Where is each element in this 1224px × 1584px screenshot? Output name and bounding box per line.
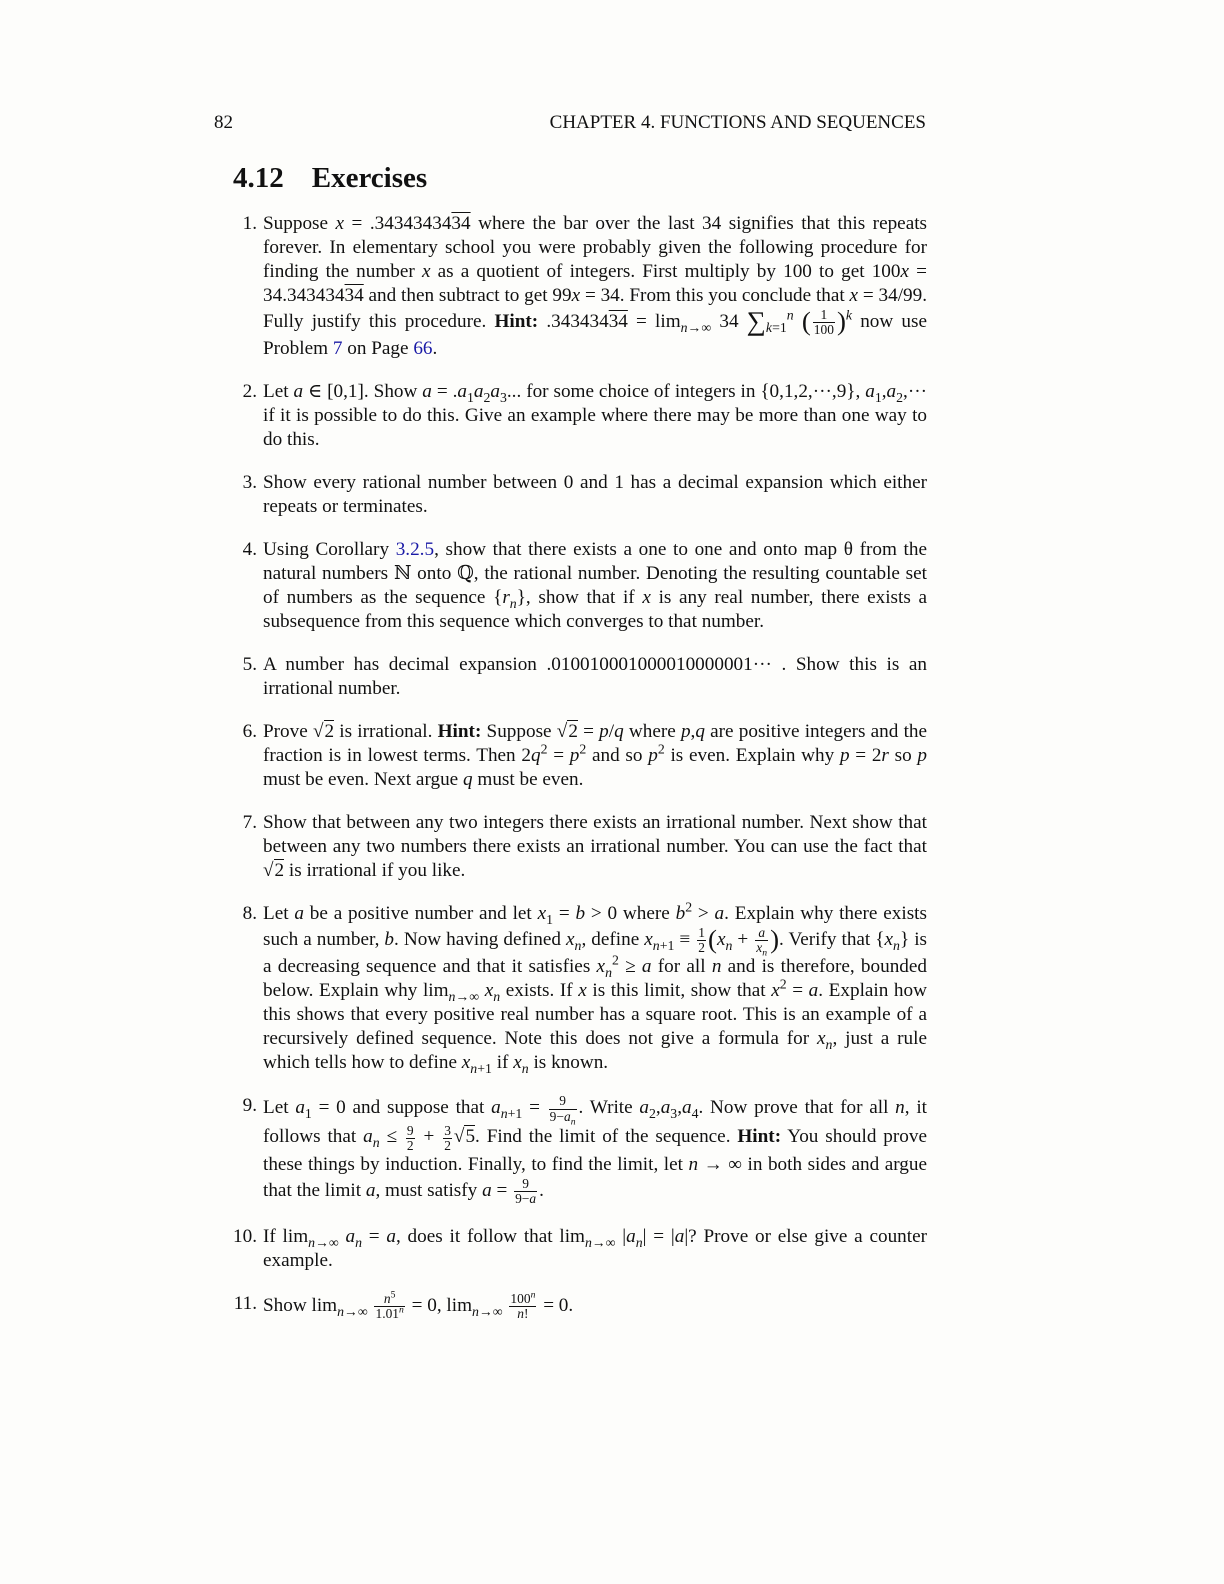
exercise-label: 6.	[242, 721, 257, 743]
exercise-label: 9.	[242, 1095, 257, 1117]
exercise-9	[228, 1094, 927, 1206]
exercise-text: Show $\lim_{n\to\infty}$ $\frac{n^5}{1.01^n}$ = 0, $\lim_{n\to\infty}$ $\frac{100^n}{n!}$ = 0.	[263, 1289, 574, 1322]
problem-link[interactable]: 7	[332, 338, 343, 360]
exercise-text: Show every rational number between 0 and 1 has a decimal expansion which either repeats or terminates.	[263, 472, 927, 518]
exercise-label: 7.	[242, 812, 257, 834]
section-number: 4.12	[233, 162, 284, 194]
exercise-label: 11.	[233, 1293, 257, 1315]
exercise-4	[228, 538, 927, 634]
corollary-link[interactable]: 3.2.5	[395, 539, 435, 561]
section-title: Exercises	[311, 162, 428, 194]
exercise-10	[228, 1225, 927, 1273]
section-heading	[233, 162, 427, 195]
exercise-label: 3.	[242, 472, 257, 494]
exercise-label: 1.	[242, 213, 257, 234]
exercise-label: 4.	[242, 539, 257, 561]
exercise-11	[228, 1289, 927, 1322]
exercise-7	[228, 811, 927, 883]
exercise-text: Let a be a positive number and let $x_1 = b > 0$ where $b^2 > a$. Explain why there exists such a number, b. Now having defined $x_n$, define $x_{n+1}$ ≡ $\frac{1}{2}$ ($x_n$ + $\frac{a}{x_n}$ ). Verify that $\{x_n\}$ is a decreasing sequence and that it satisfies $x_n^2 \ge a$ for all n and is therefore, bounded below. Explain why $\lim_{n\to\infty} x_n$ exists. If x is this limit, show that $x^2 = a$. Explain how this shows that every positive real number has a square root. This is an example of a recursively defined sequence. Note this does not give a formula for $x_n$, just a rule which tells how to define $x_{n+1}$ if $x_n$ is known.	[263, 899, 928, 1077]
page-number: 82	[214, 112, 233, 133]
page-link[interactable]: 66	[413, 338, 433, 360]
exercise-text: Let a ∈ [0,1]. Show $a = .a_1a_2a_3$... for some choice of integers in {0,1,2,···,9}, $a_1,a_2,\cdot\cdot\cdot$ if it is possible to do this. Give an example where there may be more than one way to do this.	[263, 381, 927, 451]
exercise-text: Prove √2 is irrational. Hint: Suppose √2 = p/q where p,q are positive integers and the fraction is in lowest terms. Then $2q^2 = p^2$ and so $p^2$ is even. Explain why p = 2r so p must be even. Next argue q must be even.	[263, 721, 928, 791]
exercise-5	[228, 653, 927, 701]
exercise-list	[228, 212, 927, 1340]
exercise-text: If $\lim_{n\to\infty} a_n = a$, does it follow that $\lim_{n\to\infty} |a_n| = |a|$? Prove or else give a counter example.	[263, 1226, 927, 1272]
exercise-2	[228, 380, 927, 452]
running-header	[214, 112, 926, 134]
exercise-label: 8.	[242, 903, 257, 925]
exercise-label: 5.	[242, 654, 257, 676]
exercise-text: Using Corollary 3.2.5, show that there exists a one to one and onto map θ from the natural numbers ℕ onto ℚ, the rational number. Denoting the resulting countable set of numbers as the sequence $\{r_n\}$, show that if x is any real number, there exists a subsequence from this sequence which converges to that number.	[263, 539, 928, 633]
exercise-text: Show that between any two integers there exists an irrational number. Next show that between any two numbers there exists an irrational number. You can use the fact that √2 is irrational if you like.	[263, 812, 927, 882]
exercise-1	[228, 212, 927, 361]
exercise-text: Let $a_1 = 0$ and suppose that $a_{n+1}$ = $\frac{9}{9-a_n}$ . Write $a_2,a_3,a_4$. Now prove that for all n, it follows that $a_n$ ≤ $\frac{9}{2}$ + $\frac{3}{2}$ √5. Find the limit of the sequence. Hint: You should prove these things by induction. Finally, to find the limit, let n → ∞ in both sides and argue that the limit a, must satisfy a = $\frac{9}{9-a}$ .	[263, 1093, 927, 1206]
exercise-label: 10.	[233, 1226, 257, 1248]
exercise-text: Suppose x = .3434343434 where the bar over the last 34 signifies that this repeats forever. In elementary school you were probably given the following procedure for finding the number x as a quotient of integers. First multiply by 100 to get 100x = 34.34343434 and then subtract to get 99x = 34. From this you conclude that x = 34/99. Fully justify this procedure. Hint: $.34343434 = \lim_{n\to\infty} 34$ $\sum_{k=1}^n$ ( $\frac{1}{100}$ )$^k$ now use Problem 7 on Page 66.	[263, 213, 928, 360]
exercise-8	[228, 899, 928, 1077]
exercise-3	[228, 471, 927, 519]
exercise-6	[228, 720, 927, 792]
chapter-title: CHAPTER 4. FUNCTIONS AND SEQUENCES	[549, 112, 926, 133]
exercise-label: 2.	[242, 381, 257, 403]
exercise-text: A number has decimal expansion .010010001000010000001··· . Show this is an irrational number.	[263, 654, 927, 700]
